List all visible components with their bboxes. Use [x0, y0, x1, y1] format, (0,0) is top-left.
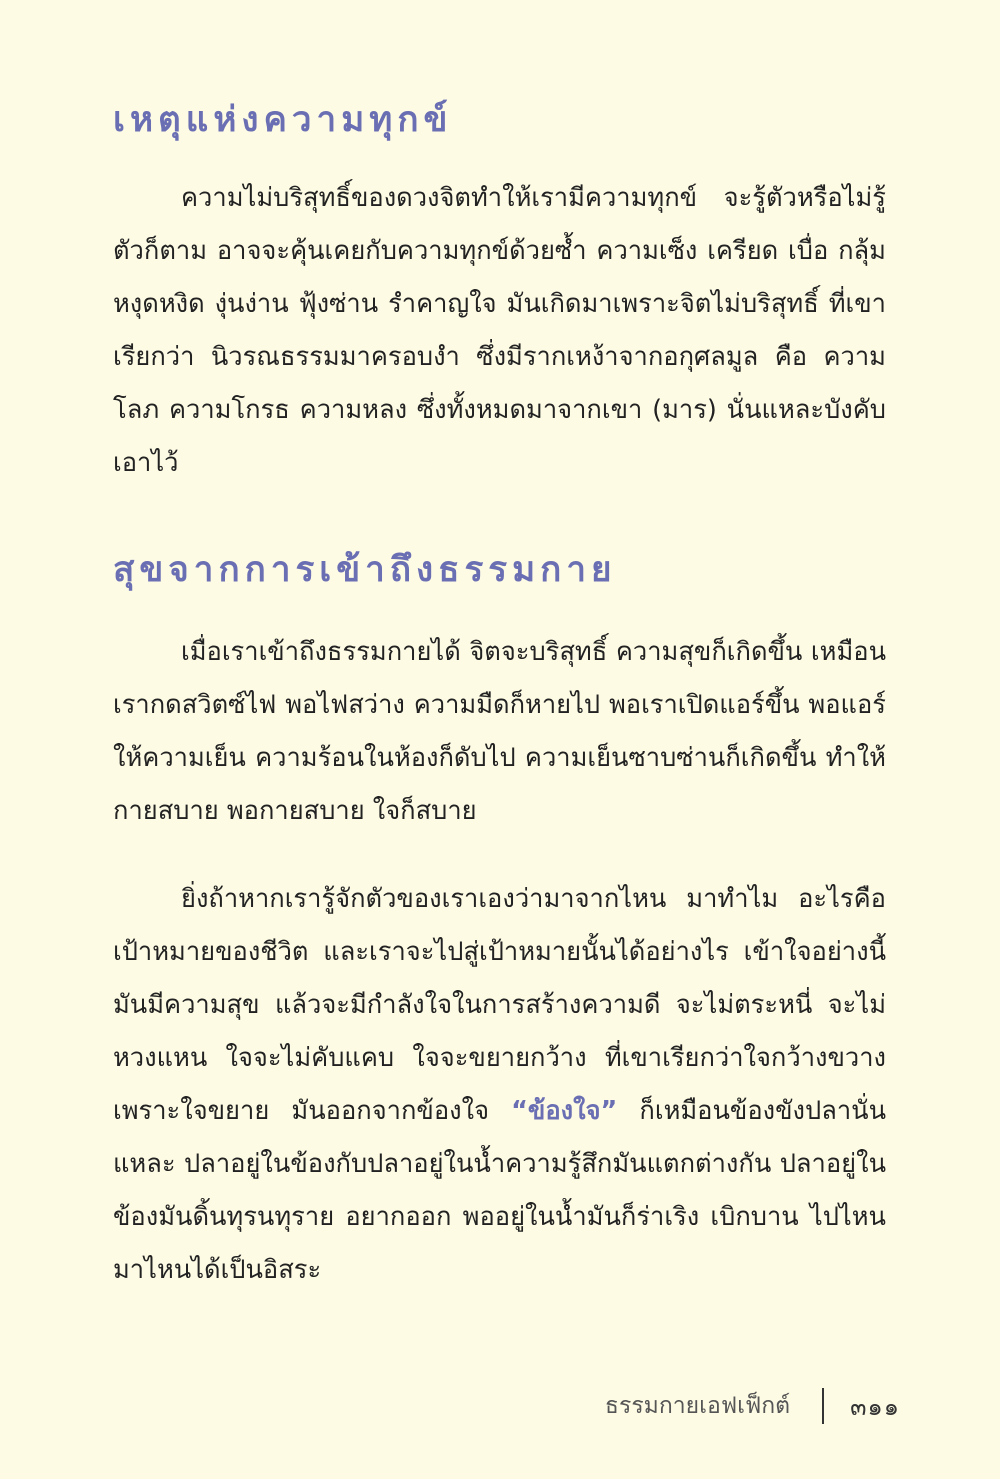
paragraph-reaching-dhammakaya: เมื่อเราเข้าถึงธรรมกายได้ จิตจะบริสุทธิ์ ความสุขก็เกิดขึ้น เหมือนเรากดสวิตซ์ไฟ พอไฟสว่าง ความมืดก็หายไป พอเราเปิดแอร์ขึ้น พอแอร์ให้ความเย็น ความร้อนในห้องก็ดับไป ความเย็นซาบซ่านก็เกิดขึ้น ทำให้กายสบาย พอกายสบาย ใจก็สบาย — [113, 637, 886, 826]
page-footer — [605, 1388, 900, 1424]
paragraph-causes-of-suffering: ความไม่บริสุทธิ์ของดวงจิตทำให้เรามีความทุกข์ จะรู้ตัวหรือไม่รู้ตัวก็ตาม อาจจะคุ้นเคยกับความทุกข์ด้วยซ้ำ ความเซ็ง เครียด เบื่อ กลุ้ม หงุดหงิด งุ่นง่าน ฟุ้งซ่าน รำคาญใจ มันเกิดมาเพราะจิตไม่บริสุทธิ์ ที่เขาเรียกว่า นิวรณธรรมมาครอบงำ ซึ่งมีรากเหง้าจากอกุศลมูล คือ ความโลภ ความโกรธ ความหลง ซึ่งทั้งหมดมาจากเขา (มาร) นั่นแหละบังคับเอาไว้ — [113, 183, 886, 478]
section-heading-causes-of-suffering: เหตุแห่งความทุกข์ — [113, 99, 453, 140]
paragraph-text-after: ก็เหมือนข้องขังปลานั่นแหละ ปลาอยู่ในข้องกับปลาอยู่ในน้ำความรู้สึกมันแตกต่างกัน ปลาอยู่ในข้องมันดิ้นทุรนทุราย อยากออก พออยู่ในน้ำมันก็ร่าเริง เบิกบาน ไปไหนมาไหนได้เป็นอิสระ — [113, 1096, 887, 1285]
page-content — [113, 90, 886, 1297]
paragraph-text-before: ยิ่งถ้าหากเรารู้จักตัวของเราเองว่ามาจากไหน มาทำไม อะไรคือเป้าหมายของชีวิต และเราจะไปสู่เป้าหมายนั้นได้อย่างไร เข้าใจอย่างนี้มันมีความสุข แล้วจะมีกำลังใจในการสร้างความดี จะไม่ตระหนี่ จะไม่หวงแหน ใจจะไม่คับแคบ ใจจะขยายกว้าง ที่เขาเรียกว่าใจกว้างขวาง เพราะใจขยาย มันออกจากข้องใจ — [113, 884, 886, 1126]
section-heading-happiness-dhammakaya: สุขจากการเข้าถึงธรรมกาย — [113, 549, 617, 590]
paragraph-knowing-oneself — [113, 873, 886, 1297]
emphasized-term: “ข้องใจ” — [511, 1096, 618, 1126]
footer-divider — [822, 1388, 824, 1424]
book-title: ธรรมกายเอฟเฟ็กต์ — [604, 1393, 791, 1419]
page-number: ๓๑๑ — [850, 1392, 900, 1421]
